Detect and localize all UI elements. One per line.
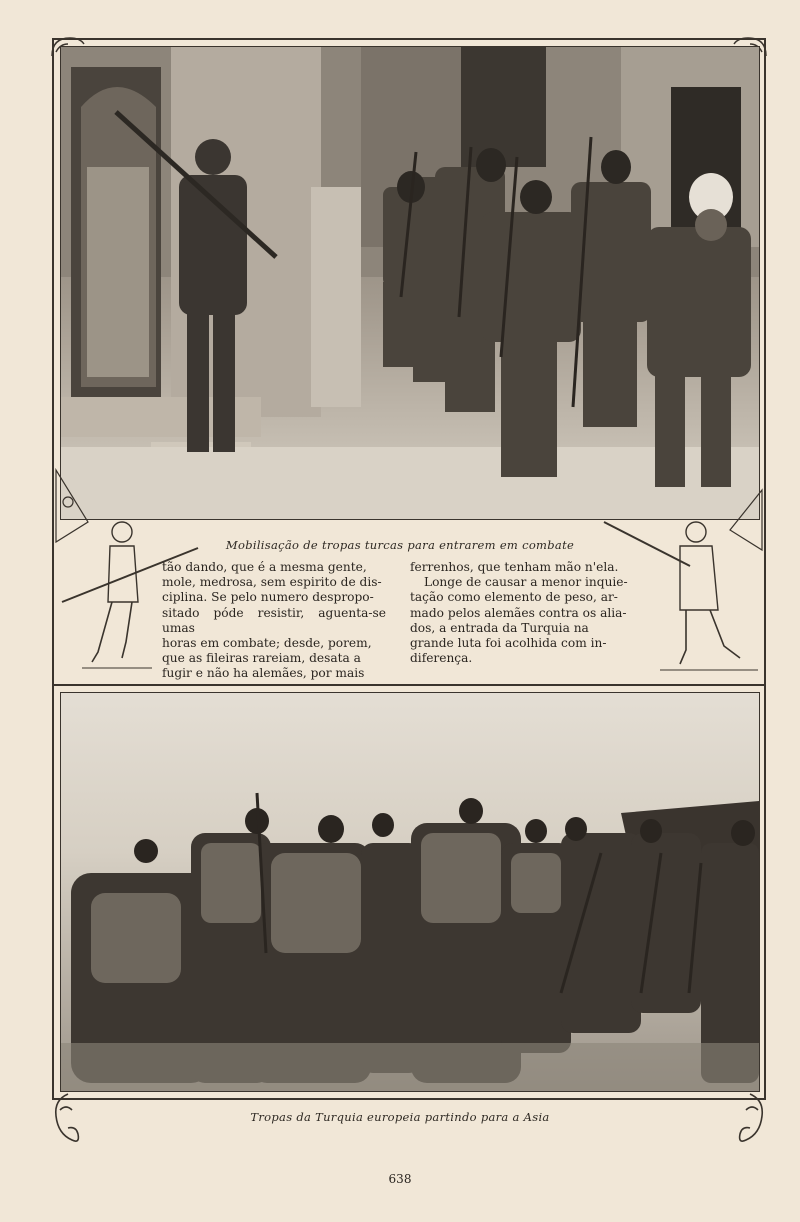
text-line: diferença. bbox=[410, 651, 473, 666]
text-line: ferrenhos, que tenham mão n'ela. bbox=[410, 560, 619, 574]
text-line: grande luta foi acolhida com in- bbox=[410, 636, 607, 651]
photo-troop-mobilisation bbox=[60, 46, 760, 520]
text-line: sitado póde resistir, aguenta-se umas bbox=[162, 605, 386, 635]
text-line: fugir e não ha alemães, por mais bbox=[162, 666, 365, 681]
text-line: Longe de causar a menor inquie- bbox=[424, 575, 628, 590]
text-line: dos, a entrada da Turquia na bbox=[410, 620, 589, 635]
article-column-right bbox=[410, 560, 632, 666]
text-line: que as fileiras rareiam, desata a bbox=[162, 651, 361, 666]
text-line: mole, medrosa, sem espirito de dis- bbox=[162, 575, 382, 590]
page-number: 638 bbox=[388, 1172, 412, 1186]
caption-bottom-photo: Tropas da Turquia europeia partindo para a Asia bbox=[250, 1110, 550, 1124]
article-column-left bbox=[162, 560, 386, 682]
text-line: tão dando, que é a mesma gente, bbox=[162, 560, 367, 574]
text-line: tação como elemento de peso, ar- bbox=[410, 590, 618, 605]
caption-top-photo: Mobilisação de tropas turcas para entrarem em combate bbox=[225, 538, 575, 552]
text-line: ciplina. Se pelo numero despropo- bbox=[162, 590, 374, 605]
text-line: horas em combate; desde, porem, bbox=[162, 636, 372, 651]
text-line: mado pelos alemães contra os alia- bbox=[410, 605, 627, 620]
photo-troops-departing bbox=[60, 692, 760, 1092]
divider-line bbox=[52, 684, 766, 686]
